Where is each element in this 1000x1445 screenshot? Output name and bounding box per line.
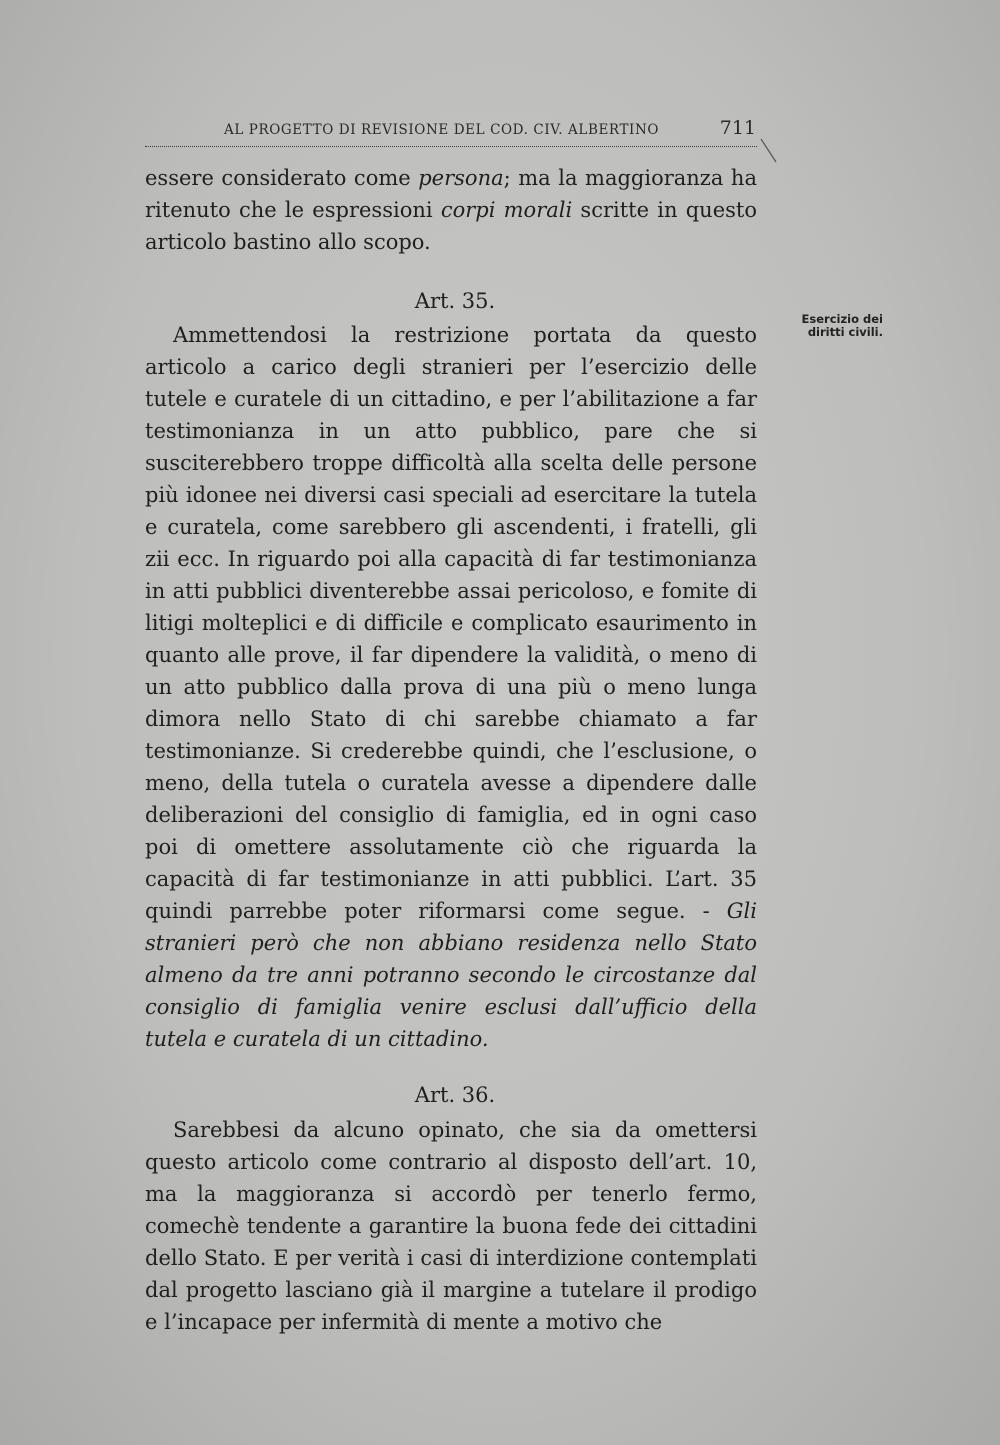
- italic-term: corpi morali: [440, 198, 573, 222]
- article-heading-36: Art. 36.: [414, 1083, 496, 1107]
- body-text: [145, 162, 757, 1338]
- text-run: scritte in questo articolo bastino allo scopo.: [145, 198, 757, 254]
- header-rule: [145, 146, 757, 147]
- margin-note: [763, 313, 883, 339]
- pencil-mark: [760, 138, 778, 164]
- article-heading-35: Art. 35.: [414, 289, 496, 313]
- paragraph-continuation: [145, 162, 757, 258]
- margin-note-line-1: Esercizio dei: [801, 312, 883, 326]
- running-header: [224, 117, 756, 139]
- margin-note-line-2: diritti civili.: [807, 325, 883, 339]
- italic-term: persona: [418, 166, 504, 190]
- paragraph-article-36: Sarebbesi da alcuno opinato, che sia da omettersi questo articolo come contrario al disposto dell’art. 10, ma la maggioranza si accordò per tenerlo fermo, comechè tendente a garantire la buona fede dei cittadini dello Stato. E per verità i casi di interdizione contemplati dal progetto lasciano già il margine a tutelare il prodigo e l’incapace per infermità di mente a motivo che: [145, 1118, 757, 1334]
- running-title: AL PROGETTO DI REVISIONE DEL COD. CIV. ALBERTINO: [224, 122, 660, 138]
- text-run: essere considerato come: [145, 166, 419, 190]
- text-run: Ammettendosi la restrizione portata da questo articolo a carico degli stranieri per l’esercizio delle tutele e curatele di un cittadino, e per l’abilitazione a far testimonianza in un atto pubblico, pare che si susciterebbero troppe difficoltà alla scelta delle persone più idonee nei diversi casi speciali ad esercitare la tutela e curatela, come sarebbero gli ascendenti, i fratelli, gli zii ecc. In riguardo poi alla capacità di far testimonianza in atti pubblici diventerebbe assai pericoloso, e fomite di litigi molteplici e di difficile e complicato esaurimento in quanto alle prove, il far dipendere la validità, o meno di un atto pubblico dalla prova di una più o meno lunga dimora nello Stato di chi sarebbe chiamato a far testimonianze. Si crederebbe quindi, che l’esclusione, o meno, della tutela o curatela avesse a dipendere dalle deliberazioni del consiglio di famiglia, ed in ogni caso poi di omettere assolutamente ciò che riguarda la capacità di far testimonianze in atti pubblici. L’art. 35 quindi parrebbe poter riformarsi come segue. -: [145, 323, 757, 923]
- page-number: 711: [719, 117, 756, 139]
- italic-proposed-text: Gli stranieri però che non abbiano residenza nello Stato almeno da tre anni potranno secondo le circostanze dal consiglio di famiglia venire esclusi dall’ufficio della tutela e curatela di un cittadino.: [145, 899, 757, 1051]
- text-run: ; ma la maggioranza ha ritenuto che le espressioni: [145, 166, 757, 222]
- paragraph-article-35: [145, 319, 757, 1055]
